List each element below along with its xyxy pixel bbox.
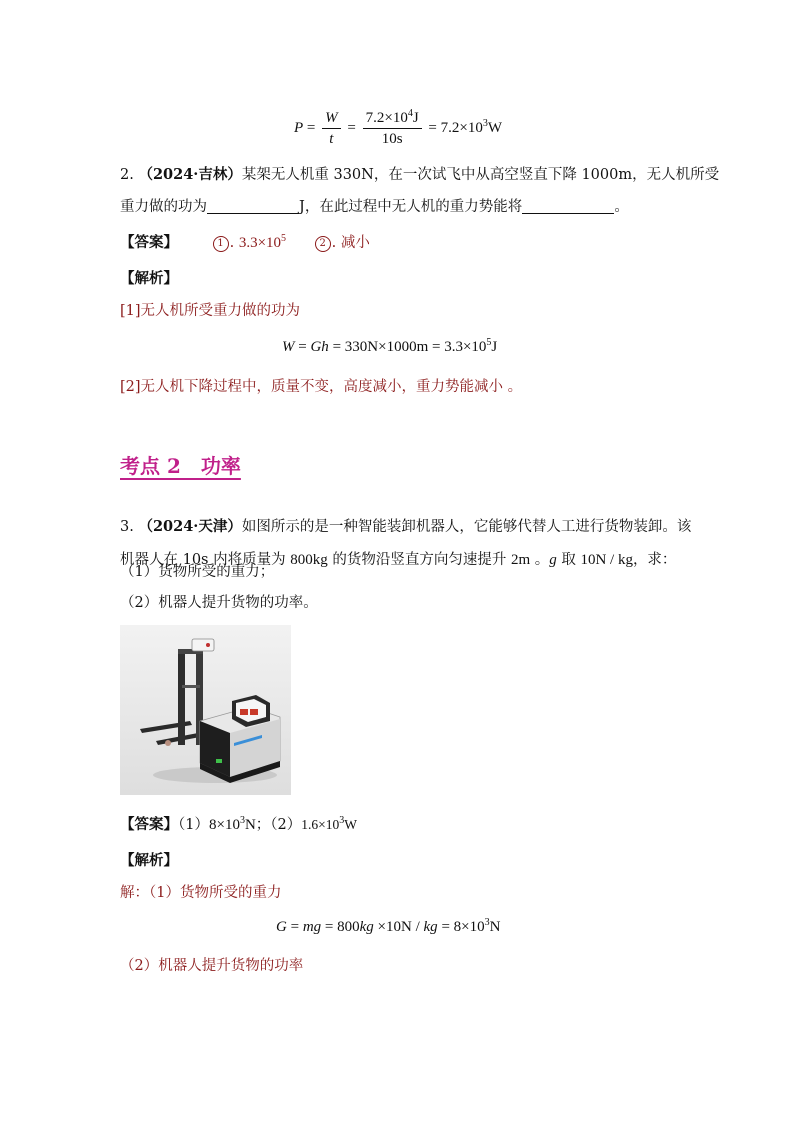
q2-stem-line2: 重力做的功为 J，在此过程中无人机的重力势能将 。 — [120, 199, 629, 215]
q3-gravity-equation: G = mg = 800kg ×10N / kg = $8\times 10^3N$ — [276, 917, 501, 935]
q2-explanation-2: [2]无人机下降过程中，质量不变，高度减小，重力势能减小 。 — [120, 379, 523, 395]
q3-answer: 【答案】$(1)8\times 10^3N$；$(2)1.6\times 10^3W$ — [120, 815, 358, 833]
q2-work-equation: $W = Gh = 330N\times 1000m = 3.3\times 10^5J$ — [282, 337, 498, 355]
answer-blank-2 — [522, 198, 614, 214]
answer-blank-1 — [207, 198, 299, 214]
q3-analysis-label: 【解析】 — [120, 852, 178, 869]
q3-explanation-1: 解：（1）货物所受的重力 — [120, 885, 282, 901]
q3-sub-question-2: （2）机器人提升货物的功率。 — [120, 595, 318, 611]
q2-stem-line1: 2. （2024·吉林）某架无人机重 330N，在一次试飞中从高空竖直下降 1000m，无人机所受 — [120, 166, 720, 183]
q2-analysis-label: 【解析】 — [120, 270, 178, 287]
q3-explanation-2: （2）机器人提升货物的功率 — [120, 958, 304, 974]
robot-photo — [120, 625, 291, 795]
power-equation: P = $\frac{W}{t}$ = $\frac{7.2\times 10^4J}{10s}$ = $7.2\times 10^3W$ — [294, 108, 503, 147]
q2-explanation-1: [1]无人机所受重力做的功为 — [120, 303, 301, 319]
forklift-robot-illustration — [120, 625, 291, 795]
q3-sub-question-1: （1）货物所受的重力； — [120, 564, 275, 580]
q3-stem-line2: 机器人在 10s 内将质量为 800kg 的货物沿竖直方向匀速提升 2m 。g 取 10N / kg，求： — [120, 552, 677, 568]
section-heading: 考点 2 功率 — [120, 454, 241, 478]
q2-answer: 【答案】 1 . $3.3\times 10^5$ 2 . 减小 — [120, 233, 370, 251]
q3-stem-line1: 3. （2024·天津）如图所示的是一种智能装卸机器人，它能够代替人工进行货物装卸。该 — [120, 518, 692, 535]
